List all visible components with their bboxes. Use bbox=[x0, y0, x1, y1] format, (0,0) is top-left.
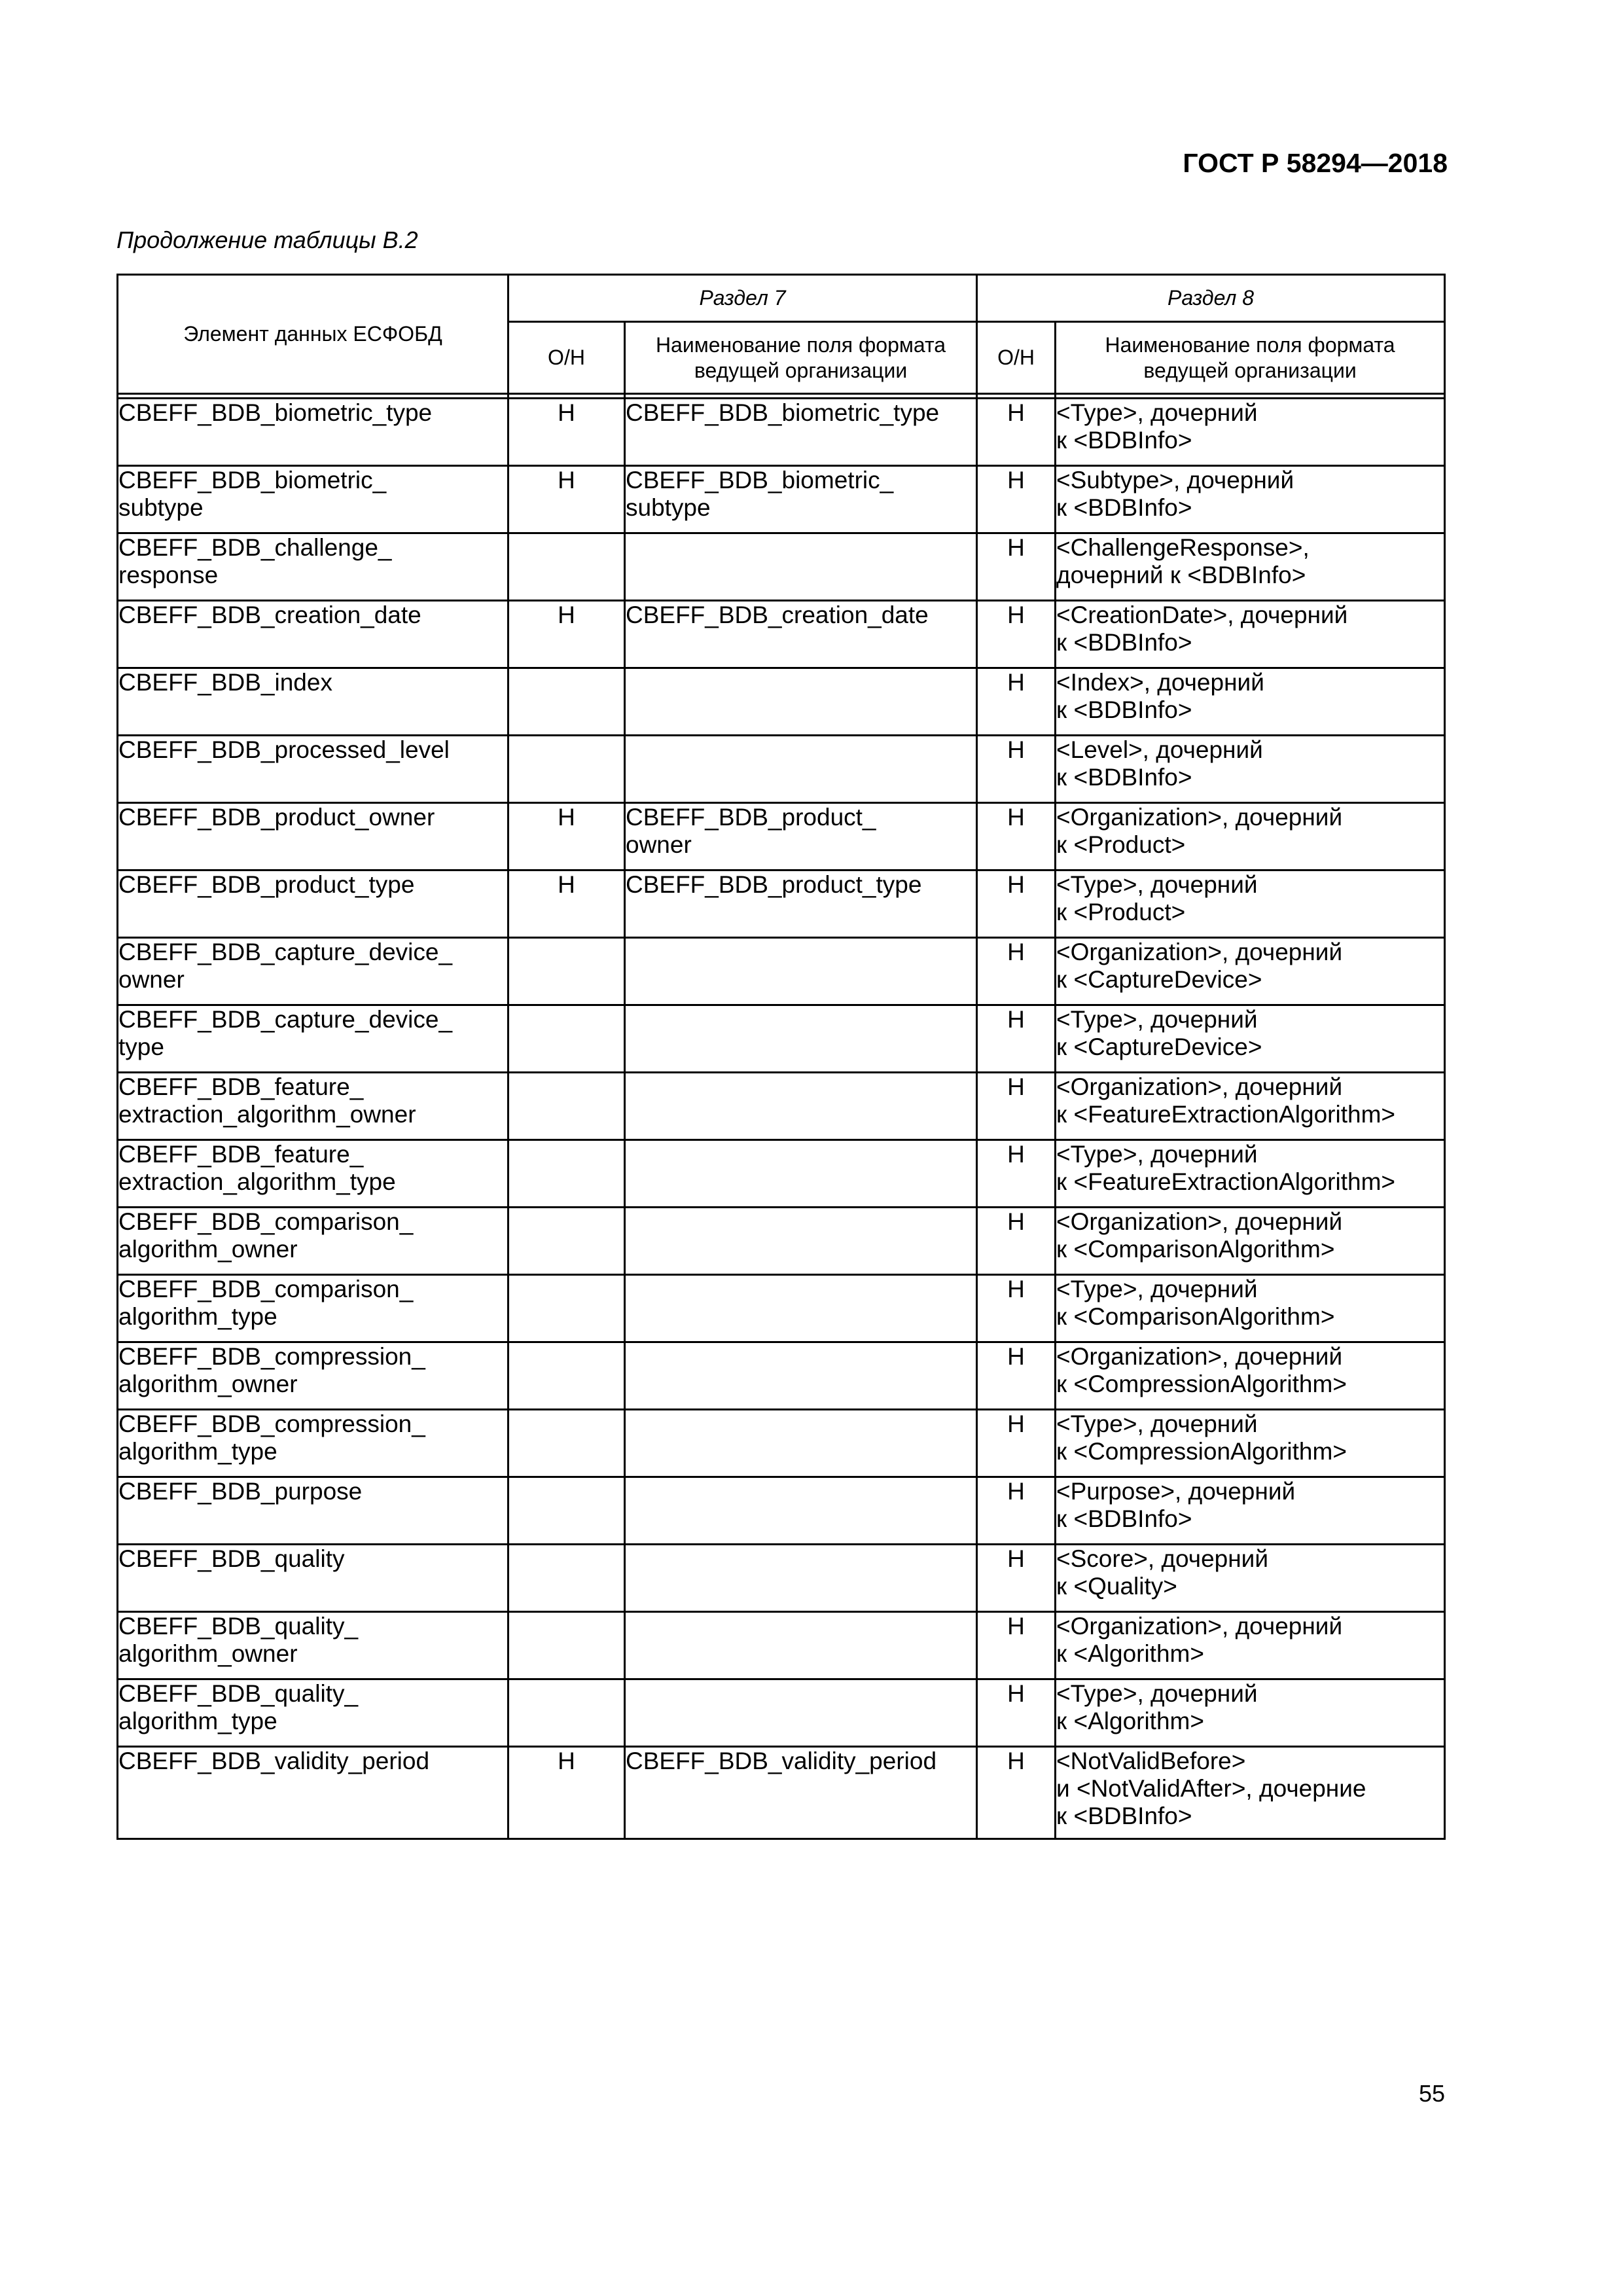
cell-line: <Organization>, дочерний bbox=[1056, 804, 1343, 831]
cell-line: к <BDBInfo> bbox=[1056, 696, 1192, 723]
cell-on-8: Н bbox=[977, 466, 1056, 533]
cell-line: CBEFF_BDB_quality_ bbox=[118, 1613, 359, 1640]
cell-on-7 bbox=[508, 736, 625, 803]
cell-on-8: Н bbox=[977, 1275, 1056, 1342]
header-separator bbox=[118, 394, 1445, 399]
cell-line: <Type>, дочерний bbox=[1056, 1680, 1258, 1707]
cell-element bbox=[118, 1747, 508, 1839]
cell-field-name-7 bbox=[625, 466, 977, 533]
cell-field-name-7 bbox=[625, 1410, 977, 1477]
cell-line: <NotValidBefore> bbox=[1056, 1748, 1246, 1774]
table-row bbox=[118, 938, 1445, 1005]
table-row bbox=[118, 1545, 1445, 1612]
cell-line: к <BDBInfo> bbox=[1056, 764, 1192, 791]
cell-on-7: Н bbox=[508, 1747, 625, 1839]
cell-line: <Type>, дочерний bbox=[1056, 1141, 1258, 1168]
cell-line: <Type>, дочерний bbox=[1056, 399, 1258, 426]
cell-element bbox=[118, 399, 508, 466]
table-head bbox=[118, 275, 1445, 399]
cell-line: algorithm_owner bbox=[118, 1640, 298, 1667]
cell-on-7 bbox=[508, 1208, 625, 1275]
cell-element bbox=[118, 1477, 508, 1545]
cell-line: <Organization>, дочерний bbox=[1056, 1208, 1343, 1235]
column-header-element: Элемент данных ЕСФОБД bbox=[118, 275, 508, 394]
cell-field-name-8 bbox=[1056, 803, 1445, 870]
column-header-section-7: Раздел 7 bbox=[508, 275, 977, 322]
cell-on-7 bbox=[508, 1342, 625, 1410]
cell-on-7 bbox=[508, 1275, 625, 1342]
cell-line: к <BDBInfo> bbox=[1056, 629, 1192, 656]
cell-element bbox=[118, 938, 508, 1005]
header-line: ведущей организации bbox=[1143, 358, 1357, 382]
cell-field-name-7 bbox=[625, 1679, 977, 1747]
table-row bbox=[118, 803, 1445, 870]
cell-on-8: Н bbox=[977, 1140, 1056, 1208]
cell-field-name-8 bbox=[1056, 1477, 1445, 1545]
cell-field-name-7 bbox=[625, 1545, 977, 1612]
cell-on-7 bbox=[508, 1679, 625, 1747]
cell-on-7: Н bbox=[508, 601, 625, 668]
cell-on-8: Н bbox=[977, 1477, 1056, 1545]
table-row bbox=[118, 1612, 1445, 1679]
cell-field-name-7 bbox=[625, 1208, 977, 1275]
cell-on-7: Н bbox=[508, 870, 625, 938]
cell-line: к <BDBInfo> bbox=[1056, 1803, 1192, 1829]
cell-field-name-8 bbox=[1056, 1005, 1445, 1073]
cell-field-name-8 bbox=[1056, 736, 1445, 803]
cell-line: type bbox=[118, 1033, 164, 1060]
cell-line: и <NotValidAfter>, дочерние bbox=[1056, 1775, 1366, 1802]
cell-element bbox=[118, 601, 508, 668]
table-row bbox=[118, 736, 1445, 803]
cell-on-8: Н bbox=[977, 736, 1056, 803]
cell-line: CBEFF_BDB_feature_ bbox=[118, 1073, 364, 1100]
cell-line: к <ComparisonAlgorithm> bbox=[1056, 1236, 1335, 1263]
cell-line: CBEFF_BDB_comparison_ bbox=[118, 1276, 414, 1302]
cell-on-7 bbox=[508, 1140, 625, 1208]
cell-field-name-7 bbox=[625, 1342, 977, 1410]
cell-on-8: Н bbox=[977, 1073, 1056, 1140]
cell-line: CBEFF_BDB_comparison_ bbox=[118, 1208, 414, 1235]
cell-line: <Score>, дочерний bbox=[1056, 1545, 1269, 1572]
cell-on-7 bbox=[508, 668, 625, 736]
cell-field-name-7 bbox=[625, 533, 977, 601]
cell-element bbox=[118, 1208, 508, 1275]
cell-on-7: Н bbox=[508, 803, 625, 870]
cell-on-8: Н bbox=[977, 1545, 1056, 1612]
cell-element bbox=[118, 533, 508, 601]
cell-line: CBEFF_BDB_validity_period bbox=[118, 1748, 430, 1774]
cell-field-name-8 bbox=[1056, 1410, 1445, 1477]
table-row bbox=[118, 399, 1445, 466]
cell-line: owner bbox=[118, 966, 185, 993]
cell-element bbox=[118, 1342, 508, 1410]
column-header-section-8: Раздел 8 bbox=[977, 275, 1445, 322]
cell-on-8: Н bbox=[977, 399, 1056, 466]
cell-line: CBEFF_BDB_challenge_ bbox=[118, 534, 392, 561]
cell-line: CBEFF_BDB_feature_ bbox=[118, 1141, 364, 1168]
cell-field-name-7 bbox=[625, 736, 977, 803]
table-row bbox=[118, 601, 1445, 668]
cell-field-name-8 bbox=[1056, 1679, 1445, 1747]
cell-line: к <CompressionAlgorithm> bbox=[1056, 1438, 1347, 1465]
cell-line: CBEFF_BDB_biometric_type bbox=[118, 399, 433, 426]
cell-line: CBEFF_BDB_biometric_type bbox=[626, 399, 940, 426]
cell-on-8: Н bbox=[977, 1410, 1056, 1477]
cell-line: subtype bbox=[626, 494, 711, 521]
cell-line: CBEFF_BDB_product_owner bbox=[118, 804, 435, 831]
cell-field-name-7 bbox=[625, 1140, 977, 1208]
cell-line: CBEFF_BDB_product_type bbox=[118, 871, 415, 898]
column-header-on-8: О/Н bbox=[977, 322, 1056, 394]
cell-line: к <Algorithm> bbox=[1056, 1708, 1204, 1734]
cell-element bbox=[118, 1545, 508, 1612]
cell-field-name-8 bbox=[1056, 1208, 1445, 1275]
cell-line: CBEFF_BDB_product_ bbox=[626, 804, 876, 831]
cell-line: CBEFF_BDB_creation_date bbox=[626, 601, 929, 628]
cell-on-8: Н bbox=[977, 668, 1056, 736]
cell-line: CBEFF_BDB_quality bbox=[118, 1545, 345, 1572]
table-row bbox=[118, 1679, 1445, 1747]
cell-line: CBEFF_BDB_biometric_ bbox=[118, 467, 387, 493]
cell-field-name-8 bbox=[1056, 870, 1445, 938]
cell-line: subtype bbox=[118, 494, 204, 521]
cell-line: CBEFF_BDB_product_type bbox=[626, 871, 922, 898]
cell-field-name-8 bbox=[1056, 1747, 1445, 1839]
cell-element bbox=[118, 1679, 508, 1747]
cell-on-8: Н bbox=[977, 533, 1056, 601]
header-line: ведущей организации bbox=[694, 358, 908, 382]
cell-element bbox=[118, 736, 508, 803]
cell-line: <Type>, дочерний bbox=[1056, 1410, 1258, 1437]
cell-line: CBEFF_BDB_compression_ bbox=[118, 1343, 425, 1370]
cell-field-name-7 bbox=[625, 803, 977, 870]
cell-on-7 bbox=[508, 1073, 625, 1140]
cell-on-8: Н bbox=[977, 1208, 1056, 1275]
table-row bbox=[118, 870, 1445, 938]
cell-line: дочерний к <BDBInfo> bbox=[1056, 562, 1306, 588]
cell-line: CBEFF_BDB_capture_device_ bbox=[118, 1006, 453, 1033]
cell-field-name-8 bbox=[1056, 938, 1445, 1005]
cell-line: <Organization>, дочерний bbox=[1056, 939, 1343, 965]
cell-line: к <CompressionAlgorithm> bbox=[1056, 1371, 1347, 1397]
table-row bbox=[118, 1140, 1445, 1208]
cell-line: к <CaptureDevice> bbox=[1056, 1033, 1262, 1060]
column-header-on-7: О/Н bbox=[508, 322, 625, 394]
cell-on-8: Н bbox=[977, 1679, 1056, 1747]
table-row bbox=[118, 1342, 1445, 1410]
page-number: 55 bbox=[1418, 2080, 1445, 2107]
cell-field-name-7 bbox=[625, 870, 977, 938]
cell-line: к <Product> bbox=[1056, 899, 1186, 925]
cell-line: response bbox=[118, 562, 219, 588]
cell-line: algorithm_owner bbox=[118, 1371, 298, 1397]
table-row bbox=[118, 1747, 1445, 1839]
cell-line: extraction_algorithm_type bbox=[118, 1168, 396, 1195]
cell-line: к <BDBInfo> bbox=[1056, 1505, 1192, 1532]
cell-line: CBEFF_BDB_quality_ bbox=[118, 1680, 359, 1707]
cell-line: <Organization>, дочерний bbox=[1056, 1613, 1343, 1640]
cell-line: <CreationDate>, дочерний bbox=[1056, 601, 1348, 628]
cell-line: <Organization>, дочерний bbox=[1056, 1343, 1343, 1370]
table-row bbox=[118, 1005, 1445, 1073]
cell-on-7 bbox=[508, 1612, 625, 1679]
cell-on-8: Н bbox=[977, 803, 1056, 870]
cell-field-name-8 bbox=[1056, 1073, 1445, 1140]
cell-line: algorithm_type bbox=[118, 1708, 277, 1734]
column-header-field-name-7 bbox=[625, 322, 977, 394]
cell-line: CBEFF_BDB_compression_ bbox=[118, 1410, 425, 1437]
cell-field-name-7 bbox=[625, 938, 977, 1005]
table-caption: Продолжение таблицы В.2 bbox=[116, 226, 418, 253]
cell-on-7: Н bbox=[508, 399, 625, 466]
table-body bbox=[118, 399, 1445, 1839]
cell-line: CBEFF_BDB_capture_device_ bbox=[118, 939, 453, 965]
cell-line: к <CaptureDevice> bbox=[1056, 966, 1262, 993]
cell-line: <Level>, дочерний bbox=[1056, 736, 1263, 763]
cell-field-name-8 bbox=[1056, 601, 1445, 668]
cell-element bbox=[118, 1410, 508, 1477]
cell-field-name-8 bbox=[1056, 466, 1445, 533]
cell-element bbox=[118, 1140, 508, 1208]
cell-on-7 bbox=[508, 533, 625, 601]
cell-element bbox=[118, 1073, 508, 1140]
table-row bbox=[118, 1410, 1445, 1477]
cell-field-name-7 bbox=[625, 399, 977, 466]
table-row bbox=[118, 1208, 1445, 1275]
cell-field-name-7 bbox=[625, 601, 977, 668]
cell-field-name-7 bbox=[625, 668, 977, 736]
cell-field-name-7 bbox=[625, 1477, 977, 1545]
cell-line: CBEFF_BDB_biometric_ bbox=[626, 467, 894, 493]
cell-field-name-8 bbox=[1056, 1275, 1445, 1342]
cell-element bbox=[118, 1612, 508, 1679]
cell-element bbox=[118, 803, 508, 870]
cell-field-name-7 bbox=[625, 1073, 977, 1140]
cell-line: <Purpose>, дочерний bbox=[1056, 1478, 1296, 1505]
cell-on-7 bbox=[508, 938, 625, 1005]
table-row bbox=[118, 533, 1445, 601]
header-line: Наименование поля формата bbox=[1105, 332, 1395, 357]
cell-line: CBEFF_BDB_purpose bbox=[118, 1478, 363, 1505]
cell-element bbox=[118, 1275, 508, 1342]
table-row bbox=[118, 1073, 1445, 1140]
table-row bbox=[118, 668, 1445, 736]
cell-on-8: Н bbox=[977, 1612, 1056, 1679]
cell-on-7 bbox=[508, 1410, 625, 1477]
cell-line: к <Algorithm> bbox=[1056, 1640, 1204, 1667]
cell-line: к <ComparisonAlgorithm> bbox=[1056, 1303, 1335, 1330]
cell-field-name-8 bbox=[1056, 1612, 1445, 1679]
cell-line: <Type>, дочерний bbox=[1056, 1276, 1258, 1302]
cell-line: к <BDBInfo> bbox=[1056, 494, 1192, 521]
cell-line: CBEFF_BDB_processed_level bbox=[118, 736, 450, 763]
cell-line: <Organization>, дочерний bbox=[1056, 1073, 1343, 1100]
cell-line: <Type>, дочерний bbox=[1056, 1006, 1258, 1033]
cell-field-name-8 bbox=[1056, 1140, 1445, 1208]
cell-line: owner bbox=[626, 831, 692, 858]
cell-line: algorithm_owner bbox=[118, 1236, 298, 1263]
cell-field-name-8 bbox=[1056, 668, 1445, 736]
column-header-field-name-8 bbox=[1056, 322, 1445, 394]
cell-element bbox=[118, 466, 508, 533]
cell-line: <Index>, дочерний bbox=[1056, 669, 1264, 696]
cell-line: algorithm_type bbox=[118, 1303, 277, 1330]
cell-field-name-8 bbox=[1056, 1342, 1445, 1410]
cell-field-name-7 bbox=[625, 1747, 977, 1839]
cell-line: к <Product> bbox=[1056, 831, 1186, 858]
cell-element bbox=[118, 870, 508, 938]
cell-line: к <BDBInfo> bbox=[1056, 427, 1192, 454]
cell-on-8: Н bbox=[977, 1005, 1056, 1073]
cell-field-name-8 bbox=[1056, 533, 1445, 601]
cell-on-7 bbox=[508, 1545, 625, 1612]
cell-line: <ChallengeResponse>, bbox=[1056, 534, 1310, 561]
cell-on-8: Н bbox=[977, 1342, 1056, 1410]
cell-line: <Subtype>, дочерний bbox=[1056, 467, 1294, 493]
cell-element bbox=[118, 668, 508, 736]
cell-line: CBEFF_BDB_index bbox=[118, 669, 332, 696]
cell-line: к <FeatureExtractionAlgorithm> bbox=[1056, 1168, 1395, 1195]
cell-on-7 bbox=[508, 1005, 625, 1073]
cell-line: к <Quality> bbox=[1056, 1573, 1177, 1600]
document-code: ГОСТ Р 58294—2018 bbox=[1183, 148, 1448, 178]
cell-on-8: Н bbox=[977, 870, 1056, 938]
cell-on-8: Н bbox=[977, 1747, 1056, 1839]
cell-field-name-7 bbox=[625, 1275, 977, 1342]
cell-line: CBEFF_BDB_validity_period bbox=[626, 1748, 937, 1774]
cell-element bbox=[118, 1005, 508, 1073]
cell-on-7 bbox=[508, 1477, 625, 1545]
table-row bbox=[118, 1477, 1445, 1545]
cell-on-8: Н bbox=[977, 601, 1056, 668]
data-table bbox=[116, 274, 1446, 1840]
cell-line: extraction_algorithm_owner bbox=[118, 1101, 416, 1128]
cell-line: algorithm_type bbox=[118, 1438, 277, 1465]
cell-field-name-7 bbox=[625, 1005, 977, 1073]
cell-on-7: Н bbox=[508, 466, 625, 533]
table-row bbox=[118, 466, 1445, 533]
cell-on-8: Н bbox=[977, 938, 1056, 1005]
cell-line: <Type>, дочерний bbox=[1056, 871, 1258, 898]
cell-line: к <FeatureExtractionAlgorithm> bbox=[1056, 1101, 1395, 1128]
cell-field-name-8 bbox=[1056, 1545, 1445, 1612]
header-line: Наименование поля формата bbox=[655, 332, 946, 357]
table-row bbox=[118, 1275, 1445, 1342]
cell-line: CBEFF_BDB_creation_date bbox=[118, 601, 421, 628]
cell-field-name-8 bbox=[1056, 399, 1445, 466]
cell-field-name-7 bbox=[625, 1612, 977, 1679]
